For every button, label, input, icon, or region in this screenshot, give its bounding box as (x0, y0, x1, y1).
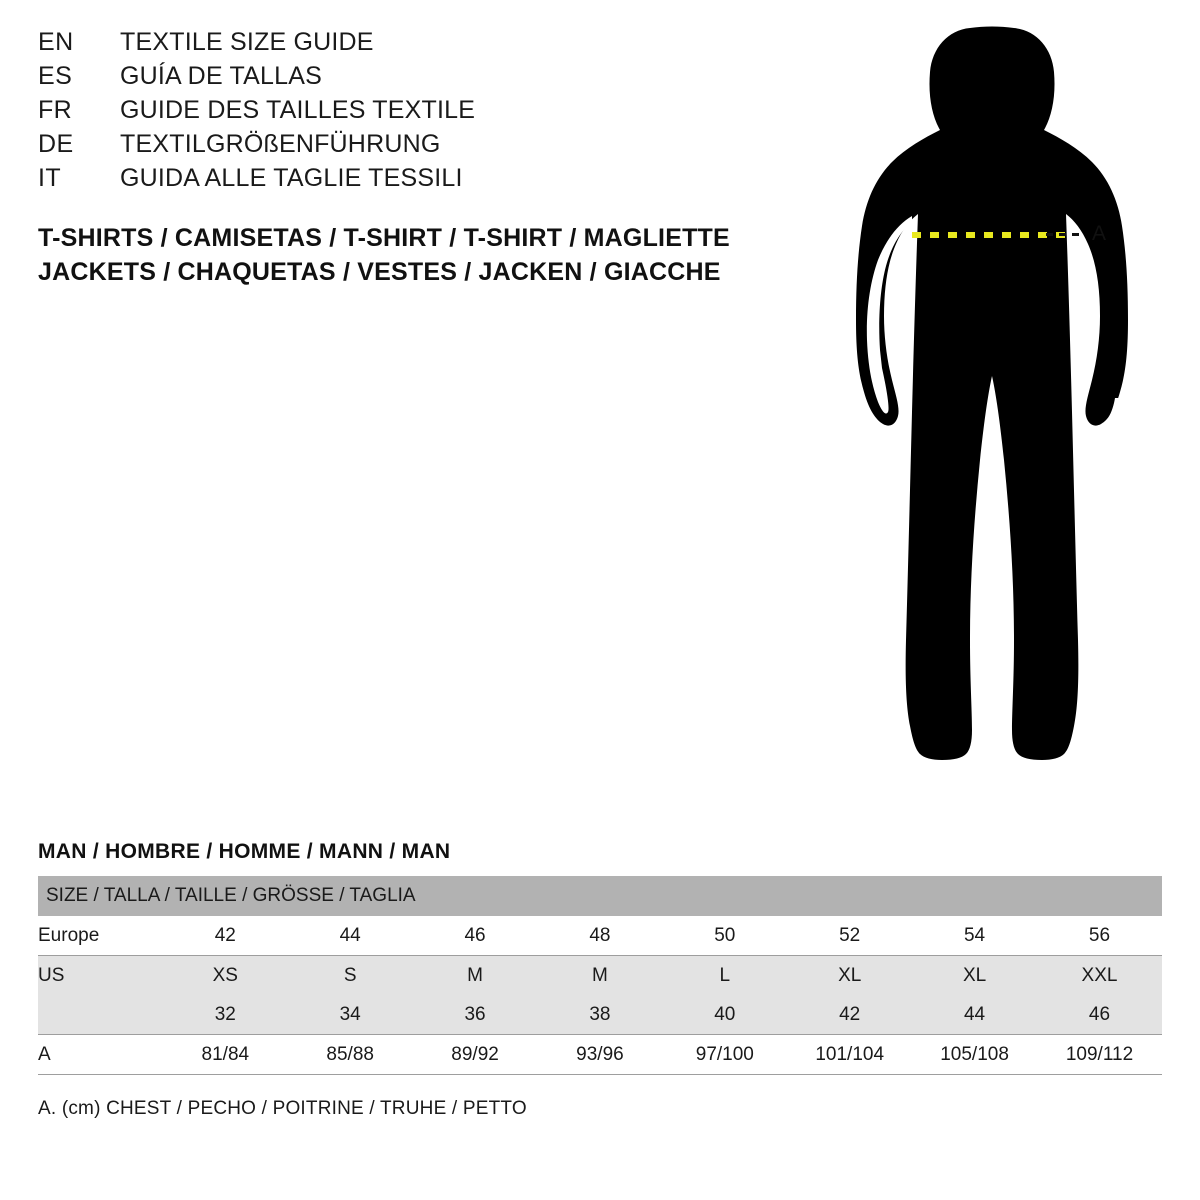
cell-value: 97/100 (662, 1035, 787, 1075)
language-title: GUIDA ALLE TAGLIE TESSILI (120, 164, 463, 192)
row-label: US (38, 956, 163, 996)
row-label: Europe (38, 916, 163, 956)
garment-type-jackets: JACKETS / CHAQUETAS / VESTES / JACKEN / GIACCHE (38, 257, 721, 286)
row-label (38, 995, 163, 1035)
cell-value: 93/96 (538, 1035, 663, 1075)
size-table (38, 876, 1162, 1075)
cell-value: 40 (662, 995, 787, 1035)
language-title: TEXTILE SIZE GUIDE (120, 28, 374, 56)
cell-value: 54 (912, 916, 1037, 956)
cell-value: 89/92 (413, 1035, 538, 1075)
measure-label-a: A (1092, 222, 1107, 245)
cell-value: 52 (787, 916, 912, 956)
language-row (38, 98, 738, 123)
measure-leader-line (1046, 233, 1084, 236)
language-code: DE (38, 130, 74, 158)
cell-value: 38 (538, 995, 663, 1035)
cell-value: 105/108 (912, 1035, 1037, 1075)
cell-value: 85/88 (288, 1035, 413, 1075)
cell-value: XS (163, 956, 288, 996)
male-silhouette-figure (820, 20, 1180, 800)
language-code: EN (38, 28, 74, 56)
language-title: GUIDE DES TAILLES TEXTILE (120, 96, 476, 124)
cell-value: XL (912, 956, 1037, 996)
cell-value: M (413, 956, 538, 996)
cell-value: 34 (288, 995, 413, 1035)
table-section-title: MAN / HOMBRE / HOMME / MANN / MAN (38, 840, 451, 863)
cell-value: 50 (662, 916, 787, 956)
language-title: GUÍA DE TALLAS (120, 62, 322, 90)
language-code: FR (38, 96, 73, 124)
cell-value: XXL (1037, 956, 1162, 996)
cell-value: 44 (288, 916, 413, 956)
cell-value: 46 (413, 916, 538, 956)
table-header-row (38, 876, 1162, 916)
language-row (38, 166, 738, 191)
cell-value: S (288, 956, 413, 996)
cell-value: 36 (413, 995, 538, 1035)
language-header-block (38, 30, 738, 200)
language-title: TEXTILGRÖßENFÜHRUNG (120, 130, 441, 158)
language-row (38, 30, 738, 55)
cell-value: XL (787, 956, 912, 996)
table-row (38, 995, 1162, 1035)
cell-value: 46 (1037, 995, 1162, 1035)
cell-value: 44 (912, 995, 1037, 1035)
cell-value: M (538, 956, 663, 996)
language-code: ES (38, 62, 73, 90)
cell-value: 109/112 (1037, 1035, 1162, 1075)
language-code: IT (38, 164, 62, 192)
language-row (38, 64, 738, 89)
language-row (38, 132, 738, 157)
cell-value: L (662, 956, 787, 996)
cell-value: 81/84 (163, 1035, 288, 1075)
measurement-footnote: A. (cm) CHEST / PECHO / POITRINE / TRUHE / PETTO (38, 1098, 527, 1119)
garment-type-list (38, 222, 798, 290)
cell-value: 42 (787, 995, 912, 1035)
table-row (38, 1035, 1162, 1075)
table-row (38, 916, 1162, 956)
table-header-label: SIZE / TALLA / TAILLE / GRÖSSE / TAGLIA (38, 876, 1162, 916)
size-table-section (38, 840, 1162, 1075)
table-row (38, 956, 1162, 996)
cell-value: 101/104 (787, 1035, 912, 1075)
cell-value: 42 (163, 916, 288, 956)
row-label: A (38, 1035, 163, 1075)
cell-value: 48 (538, 916, 663, 956)
garment-type-tshirts: T-SHIRTS / CAMISETAS / T-SHIRT / T-SHIRT / MAGLIETTE (38, 224, 730, 252)
cell-value: 32 (163, 995, 288, 1035)
cell-value: 56 (1037, 916, 1162, 956)
silhouette-shape (856, 27, 1128, 769)
